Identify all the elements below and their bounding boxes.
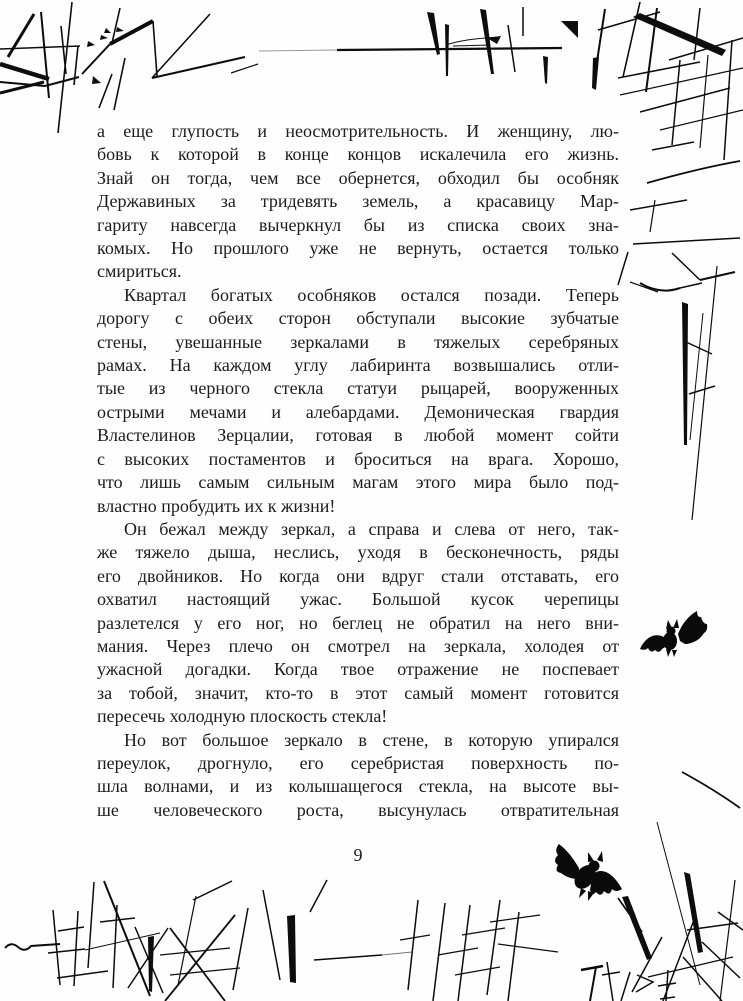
text-line: шла волнами, и из колышащегося стекла, на высоте вы- [97,776,619,797]
text-line: комых. Но прошлого уже не вернуть, остается только [97,238,619,259]
bottom-middle-scratch-art [400,900,558,1001]
text-line: Квартал богатых особняков остался позади. Теперь [124,284,619,305]
bird-mark-icon [87,27,124,84]
text-line: ше человеческого роста, высунулась отвратительная [97,799,619,820]
text-line: его двойников. Но когда они вдруг стали отставать, его [97,565,619,586]
text-line: рамах. На каждом углу лабиринта возвышались отли- [97,355,619,376]
text-line: разлетелся у его ног, но беглец не обратил на него вни- [97,612,619,633]
text-line: Он бежал между зеркал, а справа и слева от него, так- [124,518,619,539]
text-line: острыми мечами и алебардами. Демоническая гвардия [97,401,619,422]
text-line: мания. Через плечо он смотрел на зеркала, холодея от [97,635,619,656]
page-text [97,120,619,822]
text-line: Властелинов Зерцалии, готовая в любой момент сойти [97,425,619,446]
text-line: дорогу с обеих сторон обступали высокие зубчатые [97,308,619,329]
text-line: властно пробудить их к жизни! [97,495,336,516]
bat-icon [640,611,707,657]
text-line: пересечь холодную плоскость стекла! [97,706,388,727]
text-line: же тяжело дыша, неслись, уходя в бесконечность, ряды [97,542,619,563]
text-line: охватил настоящий ужас. Большой кусок черепицы [97,589,619,610]
text-line: переулок, дрогнуло, его серебристая поверхность по- [97,752,619,773]
text-line: гариту навсегда вычеркнул бы из списка своих зна- [97,214,619,235]
text-line: ужасной догадки. Когда твое отражение не поспевает [97,659,619,680]
text-line: стены, увешанные зеркалами в тяжелых серебряных [97,331,619,352]
text-line: что лишь самым сильным магам этого мира было под- [97,472,619,493]
text-line: смириться. [97,261,182,282]
text-line: Знай он тогда, чем все обернется, обходил бы особняк [97,167,619,188]
text-line: тые из черного стекла статуи рыцарей, вооруженных [97,378,619,399]
text-column [97,120,619,866]
text-line: Державиных за тридевять земель, а красавицу Мар- [97,191,619,212]
page-number: 9 [353,845,363,866]
bottom-left-scratch-art [5,880,412,1001]
text-line: бовь к которой в конце концов искалечила его жизнь. [97,144,619,165]
right-edge-scratch-art [618,142,740,520]
text-line: Но вот большое зеркало в стене, в которую упирался [124,729,619,750]
text-line: а еще глупость и неосмотрительность. И женщину, лю- [97,121,619,141]
text-line: с высоких постаментов и броситься на врага. Хорошо, [97,448,619,469]
top-left-scratch-art [0,2,245,133]
text-line: за тобой, значит, кто-то в этот самый момент готовится [97,682,619,703]
bat-trail-line [618,898,642,932]
